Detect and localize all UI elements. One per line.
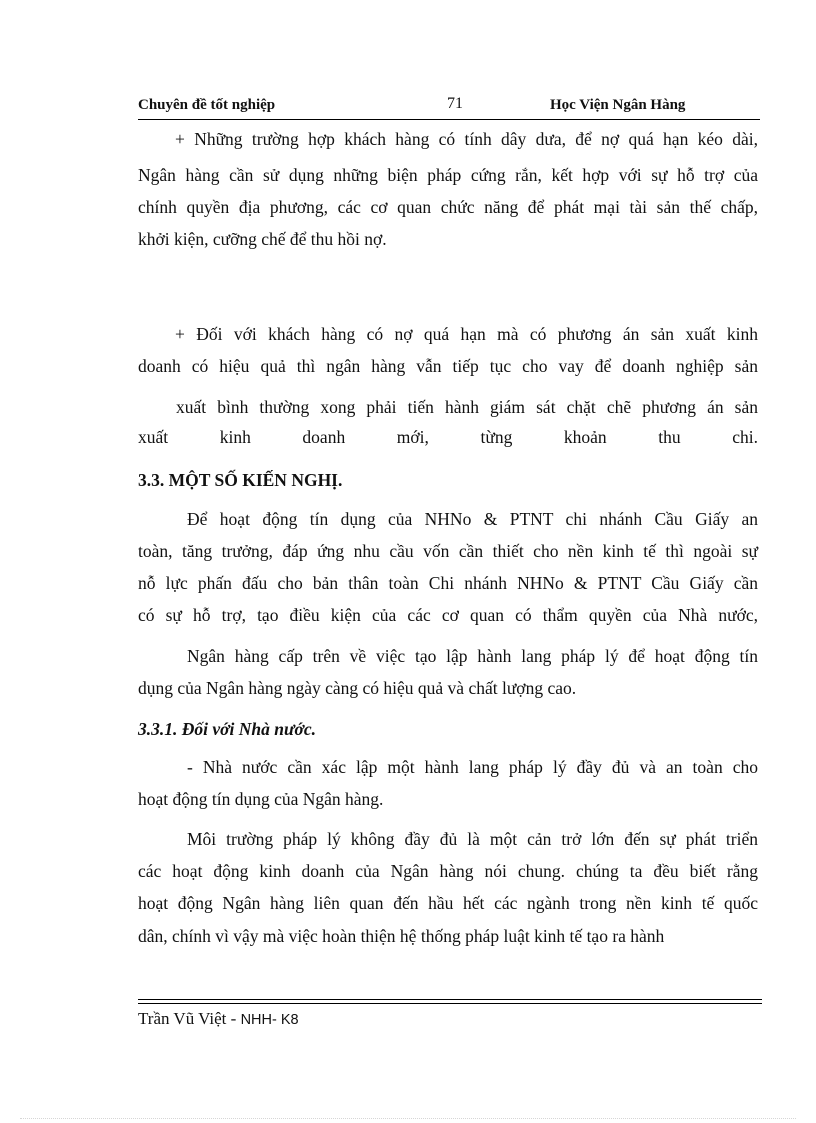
- paragraph-line: xuất bình thường xong phải tiến hành giám sát chặt chẽ phương án sản: [176, 397, 758, 417]
- paragraph-line: hoạt động tín dụng của Ngân hàng.: [138, 789, 384, 809]
- paragraph-line: Để hoạt động tín dụng của NHNo & PTNT chi nhánh Cầu Giấy an: [187, 509, 758, 529]
- footer-rule: [138, 999, 762, 1000]
- paragraph-line: Ngân hàng cấp trên về việc tạo lập hành lang pháp lý để hoạt động tín: [187, 646, 758, 666]
- spread-word: mới,: [396, 427, 429, 447]
- paragraph-line: Ngân hàng cần sử dụng những biện pháp cứng rắn, kết hợp với sự hỗ trợ của: [138, 165, 758, 185]
- page-footer: [138, 1009, 299, 1029]
- header-page-number: 71: [447, 95, 463, 112]
- spread-word: từng: [480, 427, 513, 447]
- paragraph-line: các hoạt động kinh doanh của Ngân hàng nói chung. chúng ta đều biết rằng: [138, 861, 758, 881]
- paragraph-line: hoạt động Ngân hàng liên quan đến hầu hết các ngành trong nền kinh tế quốc: [138, 893, 758, 913]
- spread-word: doanh: [302, 427, 346, 447]
- spread-word: thu: [658, 427, 681, 447]
- paragraph-line: dụng của Ngân hàng ngày càng có hiệu quả và chất lượng cao.: [138, 678, 577, 698]
- paragraph-line: chính quyền địa phương, các cơ quan chức năng để phát mại tài sản thế chấp,: [138, 197, 758, 217]
- footer-class: NHH- K8: [240, 1012, 299, 1028]
- paragraph-line: dân, chính vì vậy mà việc hoàn thiện hệ thống pháp luật kinh tế tạo ra hành: [138, 926, 665, 946]
- paragraph-line: toàn, tăng trưởng, đáp ứng nhu cầu vốn cần thiết cho nền kinh tế thì ngoài sự: [138, 541, 758, 561]
- page-edge-dots: [20, 1118, 796, 1119]
- page-header: [138, 95, 760, 120]
- paragraph-line: doanh có hiệu quả thì ngân hàng vẫn tiếp tục cho vay để doanh nghiệp sản: [138, 356, 758, 376]
- paragraph-line: + Đối với khách hàng có nợ quá hạn mà có phương án sản xuất kinh: [175, 324, 758, 344]
- paragraph-line: Môi trường pháp lý không đầy đủ là một cản trở lớn đến sự phát triển: [187, 829, 758, 849]
- spread-word: xuất: [138, 427, 169, 447]
- paragraph-line: có sự hỗ trợ, tạo điều kiện của các cơ quan có thẩm quyền của Nhà nước,: [138, 605, 758, 625]
- spread-word: kinh: [219, 427, 251, 447]
- header-institution: Học Viện Ngân Hàng: [550, 97, 686, 113]
- subsection-heading: 3.3.1. Đối với Nhà nước.: [138, 719, 317, 739]
- paragraph-line: - Nhà nước cần xác lập một hành lang pháp lý đầy đủ và an toàn cho: [187, 757, 758, 777]
- header-doc-type: Chuyên đề tốt nghiệp: [138, 97, 276, 113]
- paragraph-line: nỗ lực phấn đấu cho bản thân toàn Chi nhánh NHNo & PTNT Cầu Giấy cần: [138, 573, 758, 593]
- spread-word: chi.: [732, 427, 758, 447]
- paragraph-line: khởi kiện, cưỡng chế để thu hồi nợ.: [138, 229, 387, 249]
- section-heading: 3.3. MỘT SỐ KIẾN NGHỊ.: [138, 470, 343, 490]
- footer-rule: [138, 1003, 762, 1004]
- spread-line: [138, 427, 758, 449]
- footer-author: Trần Vũ Việt -: [138, 1009, 241, 1028]
- spread-word: khoản: [563, 427, 607, 447]
- paragraph-line: + Những trường hợp khách hàng có tính dây dưa, để nợ quá hạn kéo dài,: [175, 129, 758, 149]
